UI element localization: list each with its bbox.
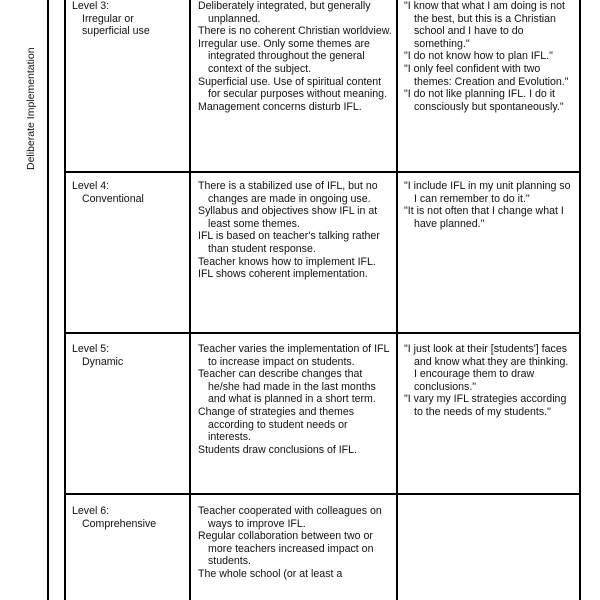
column-divider-3 [396, 0, 398, 600]
row-level-5-quotes [404, 343, 574, 419]
quote-item: "I do not like planning IFL. I do it consciously but spontaneously." [404, 88, 564, 113]
row-level-4-quotes [404, 180, 574, 230]
row-divider-3 [64, 493, 581, 495]
row-divider-1 [64, 171, 581, 173]
column-divider-1 [64, 0, 66, 600]
quote-item: "I vary my IFL strategies according to the needs of my students." [404, 393, 567, 418]
characteristic-item: Teacher cooperated with colleagues on ways to improve IFL. [198, 505, 382, 530]
row-level-4-label: Level 4: Conventional [72, 180, 144, 205]
right-border [579, 0, 581, 600]
quote-item: "I know that what I am doing is not the best, but this is a Christian school and I have to do something." [404, 0, 565, 50]
characteristic-item: Deliberately integrated, but generally unplanned. [198, 0, 371, 25]
characteristic-item: IFL shows coherent implementation. [198, 268, 368, 281]
document-page: Deliberate Implementation Level 3: Irregular or superficial use Deliberately integrated, but generally unplanned. There is no coherent Christian worldview. Irregular use. Only some themes are integrated throughout the general context of the subject. Superficial use. Use of spiritual content for secular purposes without meaning. Management concerns disturb IFL. "I know that what I am doing is not the best, but this is a Christian school and I have to do something." "I do not know how to plan IFL." "I only feel confident with two themes: Creation and Evolution." "I do not like planning IFL. I do it consciously but spontaneously." Level 4: Conventional There is a stabilized use of IFL, but no changes are made in ongoing use. Syllabus and objectives show IFL in at least some themes. IFL is based on teacher's talking rather than student response. Teacher knows how to implement IFL. IFL shows coherent implementation. "I include IFL in my unit planning so I can remember to do it." "It is not often that I change what I have planned." Level 5: Dynamic Teacher varies the implementation of IFL to increase impact on students. Teacher can describe changes that he/she had made in the last months and what is planned in a short term. Change of strategies and themes according to student needs or interests. Students draw conclusions of IFL. "I just look at their [students'] faces and know what they are thinking. I encourage them to draw conclusions." "I vary my IFL strategies according to the needs of my students." Level 6: Comprehensive Teacher cooperated with colleagues on ways to improve IFL. Regular collaboration between two or more teachers increased impact on students. The whole school (or at least a [0, 0, 600, 600]
characteristic-item: Management concerns disturb IFL. [198, 100, 362, 113]
row-level-6-label: Level 6: Comprehensive [72, 505, 157, 530]
row-level-5-label: Level 5: Dynamic [72, 343, 124, 368]
row-level-4-characteristics [198, 180, 392, 281]
row-level-6-characteristics [198, 505, 392, 581]
quote-item: "I only feel confident with two themes: Creation and Evolution." [404, 62, 569, 88]
characteristic-item: There is no coherent Christian worldview. [198, 25, 392, 38]
characteristic-item: Irregular use. Only some themes are integrated throughout the general context of the subject. [198, 37, 370, 75]
quote-item: "I do not know how to plan IFL." [404, 50, 553, 63]
row-level-3-quotes [404, 0, 574, 113]
row-level-3-label: Level 3: Irregular or superficial use [72, 0, 150, 38]
quote-item: "I just look at their [students'] faces and know what they are thinking. I encourage them to draw conclusions." [404, 343, 569, 393]
characteristic-item: Teacher varies the implementation of IFL to increase impact on students. [198, 343, 389, 368]
characteristic-item: Regular collaboration between two or more teachers increased impact on students. [198, 530, 374, 568]
characteristic-item: Students draw conclusions of IFL. [198, 443, 357, 456]
left-outer-border [47, 0, 49, 600]
row-level-3-characteristics [198, 0, 392, 113]
characteristic-item: Syllabus and objectives show IFL in at least some themes. [198, 205, 378, 230]
characteristic-item: Teacher knows how to implement IFL. [198, 255, 376, 268]
characteristic-item: IFL is based on teacher's talking rather than student response. [198, 230, 380, 255]
row-divider-2 [64, 332, 581, 334]
characteristic-item: There is a stabilized use of IFL, but no changes are made in ongoing use. [198, 180, 378, 205]
characteristic-item: Superficial use. Use of spiritual content for secular purposes without meaning. [198, 75, 388, 101]
characteristic-item: Teacher can describe changes that he/she had made in the last months and what is planned in a short term. [198, 368, 376, 406]
characteristic-item: The whole school (or at least a [198, 567, 343, 580]
row-level-5-characteristics [198, 343, 392, 456]
column-divider-2 [189, 0, 191, 600]
quote-item: "It is not often that I change what I have planned." [404, 205, 564, 230]
quote-item: "I include IFL in my unit planning so I can remember to do it." [404, 180, 571, 205]
characteristic-item: Change of strategies and themes according to student needs or interests. [198, 405, 355, 444]
